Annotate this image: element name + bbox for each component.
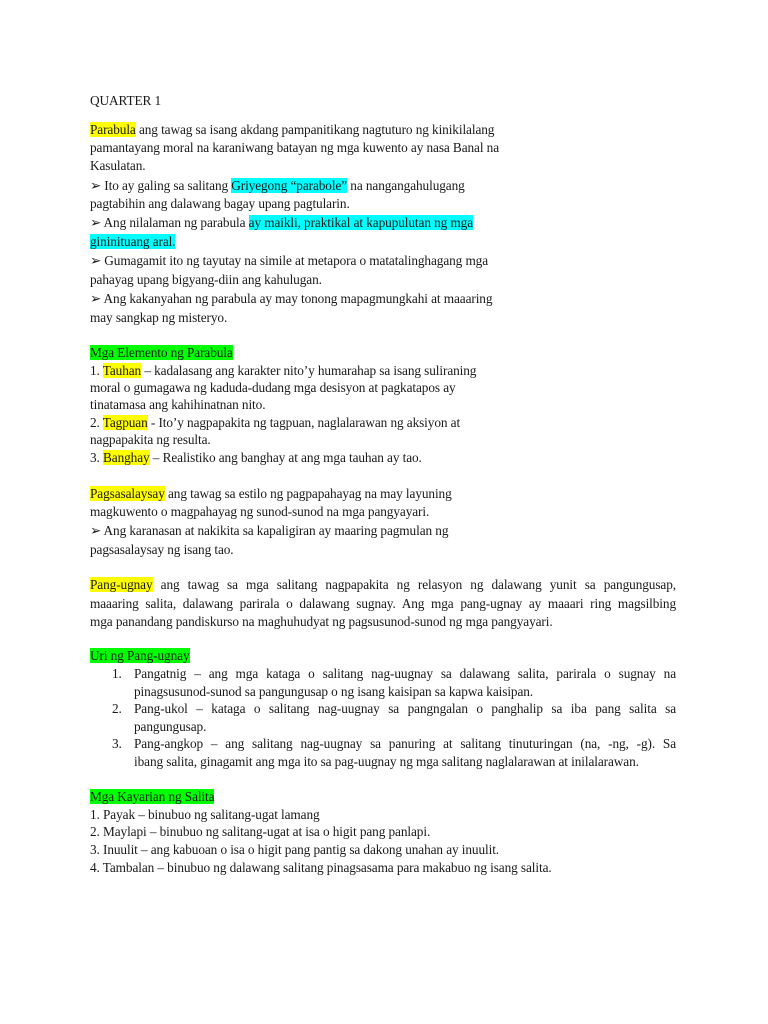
- parabula-term: Parabula: [90, 122, 136, 137]
- parabula-bullet-1: [90, 177, 465, 194]
- tagpuan-text: - Ito’y nagpapakita ng tagpuan, naglalarawan ng aksiyon at: [147, 415, 461, 430]
- kayarian-heading-text: Mga Kayarian ng Salita: [90, 789, 215, 804]
- parabula-bullet-1-line-2: pagtabihin ang dalawang bagay upang pagtularin.: [90, 196, 350, 211]
- pagsasalaysay-line-2: magkuwento o magpahayag ng sunod-sunod na mga pangyayari.: [90, 504, 430, 519]
- bullet-2-text: ➢ Ang nilalaman ng parabula: [90, 215, 249, 230]
- elemento-item-2-line-2: nagpapakita ng resulta.: [90, 432, 211, 447]
- parabula-def-line-3: Kasulatan.: [90, 158, 146, 173]
- pagsasalaysay-bullet-1: ➢ Ang karanasan at nakikita sa kapaligiran ay maaring pagmulan ng: [90, 523, 449, 538]
- uri-item-1-line-2: pinagsusunod-sunod sa pangungusap o ng isang kaisipan sa kapwa kaisipan.: [134, 684, 534, 699]
- uri-item-3-line-2: ibang salita, ginagamit ang mga ito sa pag-uugnay ng mga salitang naglalarawan at inilalarawan.: [134, 754, 639, 769]
- elemento-item-3: [90, 449, 422, 466]
- elemento-heading: [90, 344, 233, 361]
- kayarian-item-3: 3. Inuulit – ang kabuoan o isa o higit pang pantig sa dakong unahan ay inuulit.: [90, 842, 500, 857]
- parabula-bullet-2-line-2: [90, 233, 175, 250]
- parabula-def-line-2: pamantayang moral na karaniwang batayan ng mga kuwento ay nasa Banal na: [90, 140, 500, 155]
- kayarian-item-2: 2. Maylapi – binubuo ng salitang-ugat at isa o higit pang panlapi.: [90, 824, 431, 839]
- elemento-item-2: [90, 414, 460, 431]
- parabula-bullet-4-line-2: may sangkap ng misteryo.: [90, 310, 228, 325]
- kayarian-item-4: 4. Tambalan – binubuo ng dalawang salitang pinagsasama para makabuo ng isang salita.: [90, 860, 552, 875]
- parabula-bullet-4: ➢ Ang kakanyahan ng parabula ay may tonong mapagmungkahi at maaaring: [90, 291, 493, 306]
- bullet-1-post: na nangangahulugang: [347, 178, 465, 193]
- uri-item-2-line-2: pangungusap.: [134, 719, 207, 734]
- uri-item-1-line-1: Pangatnig – ang mga kataga o salitang nag-uugnay sa dalawang salita, parirala o sugnay na: [134, 666, 676, 681]
- aral-highlight-2: gininituang aral.: [90, 234, 176, 249]
- pagsasalaysay-line-1: [90, 485, 452, 502]
- uri-item-3-number: 3.: [112, 736, 122, 751]
- page-title: QUARTER 1: [90, 93, 162, 108]
- parabula-def-line-1: [90, 121, 494, 138]
- parabula-bullet-3: ➢ Gumagamit ito ng tayutay na simile at metapora o matatalinghagang mga: [90, 253, 489, 268]
- elemento-item-1-line-3: tinatamasa ang kahihinatnan nito.: [90, 397, 266, 412]
- parabula-bullet-3-line-2: pahayag upang bigyang-diin ang kahulugan.: [90, 272, 322, 287]
- pangugnay-line-2: maaaring salita, dalawang parirala o dalawang sugnay. Ang mga pang-ugnay ay maaari ring magsilbing: [90, 596, 676, 611]
- pangugnay-term: Pang-ugnay: [90, 577, 153, 592]
- pagsasalaysay-term: Pagsasalaysay: [90, 486, 165, 501]
- parabula-bullet-2: [90, 214, 473, 231]
- item-number: 3.: [90, 450, 103, 465]
- aral-highlight-1: ay maikli, praktikal at kapupulutan ng mga: [248, 215, 474, 230]
- tauhan-term: Tauhan: [102, 363, 142, 378]
- tagpuan-term: Tagpuan: [102, 415, 148, 430]
- uri-heading-text: Uri ng Pang-ugnay: [90, 648, 190, 663]
- pagsasalaysay-text: ang tawag sa estilo ng pagpapahayag na may layuning: [164, 486, 452, 501]
- elemento-item-1: [90, 362, 476, 379]
- kayarian-heading: [90, 788, 214, 805]
- pangugnay-line-1: [90, 576, 676, 593]
- uri-item-1-number: 1.: [112, 666, 122, 681]
- pangugnay-text: ang tawag sa mga salitang nagpapakita ng relasyon ng dalawang yunit sa pangungusap,: [152, 577, 676, 592]
- pagsasalaysay-bullet-1-line-2: pagsasalaysay ng isang tao.: [90, 542, 234, 557]
- item-number: 2.: [90, 415, 103, 430]
- uri-item-2-line-1: Pang-ukol – kataga o salitang nag-uugnay sa pangngalan o panghalip sa iba pang salita sa: [134, 701, 676, 716]
- banghay-term: Banghay: [103, 450, 150, 465]
- uri-item-3-line-1: Pang-angkop – ang salitang nag-uugnay sa panuring at salitang tinuturingan (na, -ng, -g). Sa: [134, 736, 676, 751]
- bullet-1-text: ➢ Ito ay galing sa salitang: [90, 178, 232, 193]
- elemento-item-1-line-2: moral o gumagawa ng kaduda-dudang mga desisyon at pagkatapos ay: [90, 380, 456, 395]
- uri-item-2-number: 2.: [112, 701, 122, 716]
- banghay-text: – Realistiko ang banghay at ang mga tauhan ay tao.: [149, 450, 422, 465]
- item-number: 1.: [90, 363, 103, 378]
- pangugnay-line-3: mga panandang pandiskurso na maghuhudyat ng pagsusunod-sunod ng mga pangyayari.: [90, 614, 553, 629]
- griyegong-highlight: Griyegong “parabole”: [231, 178, 348, 193]
- uri-heading: [90, 647, 190, 664]
- tauhan-text: – kadalasang ang karakter nito’y humarahap sa isang suliraning: [141, 363, 477, 378]
- parabula-def-text-1: ang tawag sa isang akdang pampanitikang nagtuturo ng kinikilalang: [135, 122, 495, 137]
- elemento-heading-text: Mga Elemento ng Parabula: [90, 345, 233, 360]
- kayarian-item-1: 1. Payak – binubuo ng salitang-ugat lamang: [90, 807, 320, 822]
